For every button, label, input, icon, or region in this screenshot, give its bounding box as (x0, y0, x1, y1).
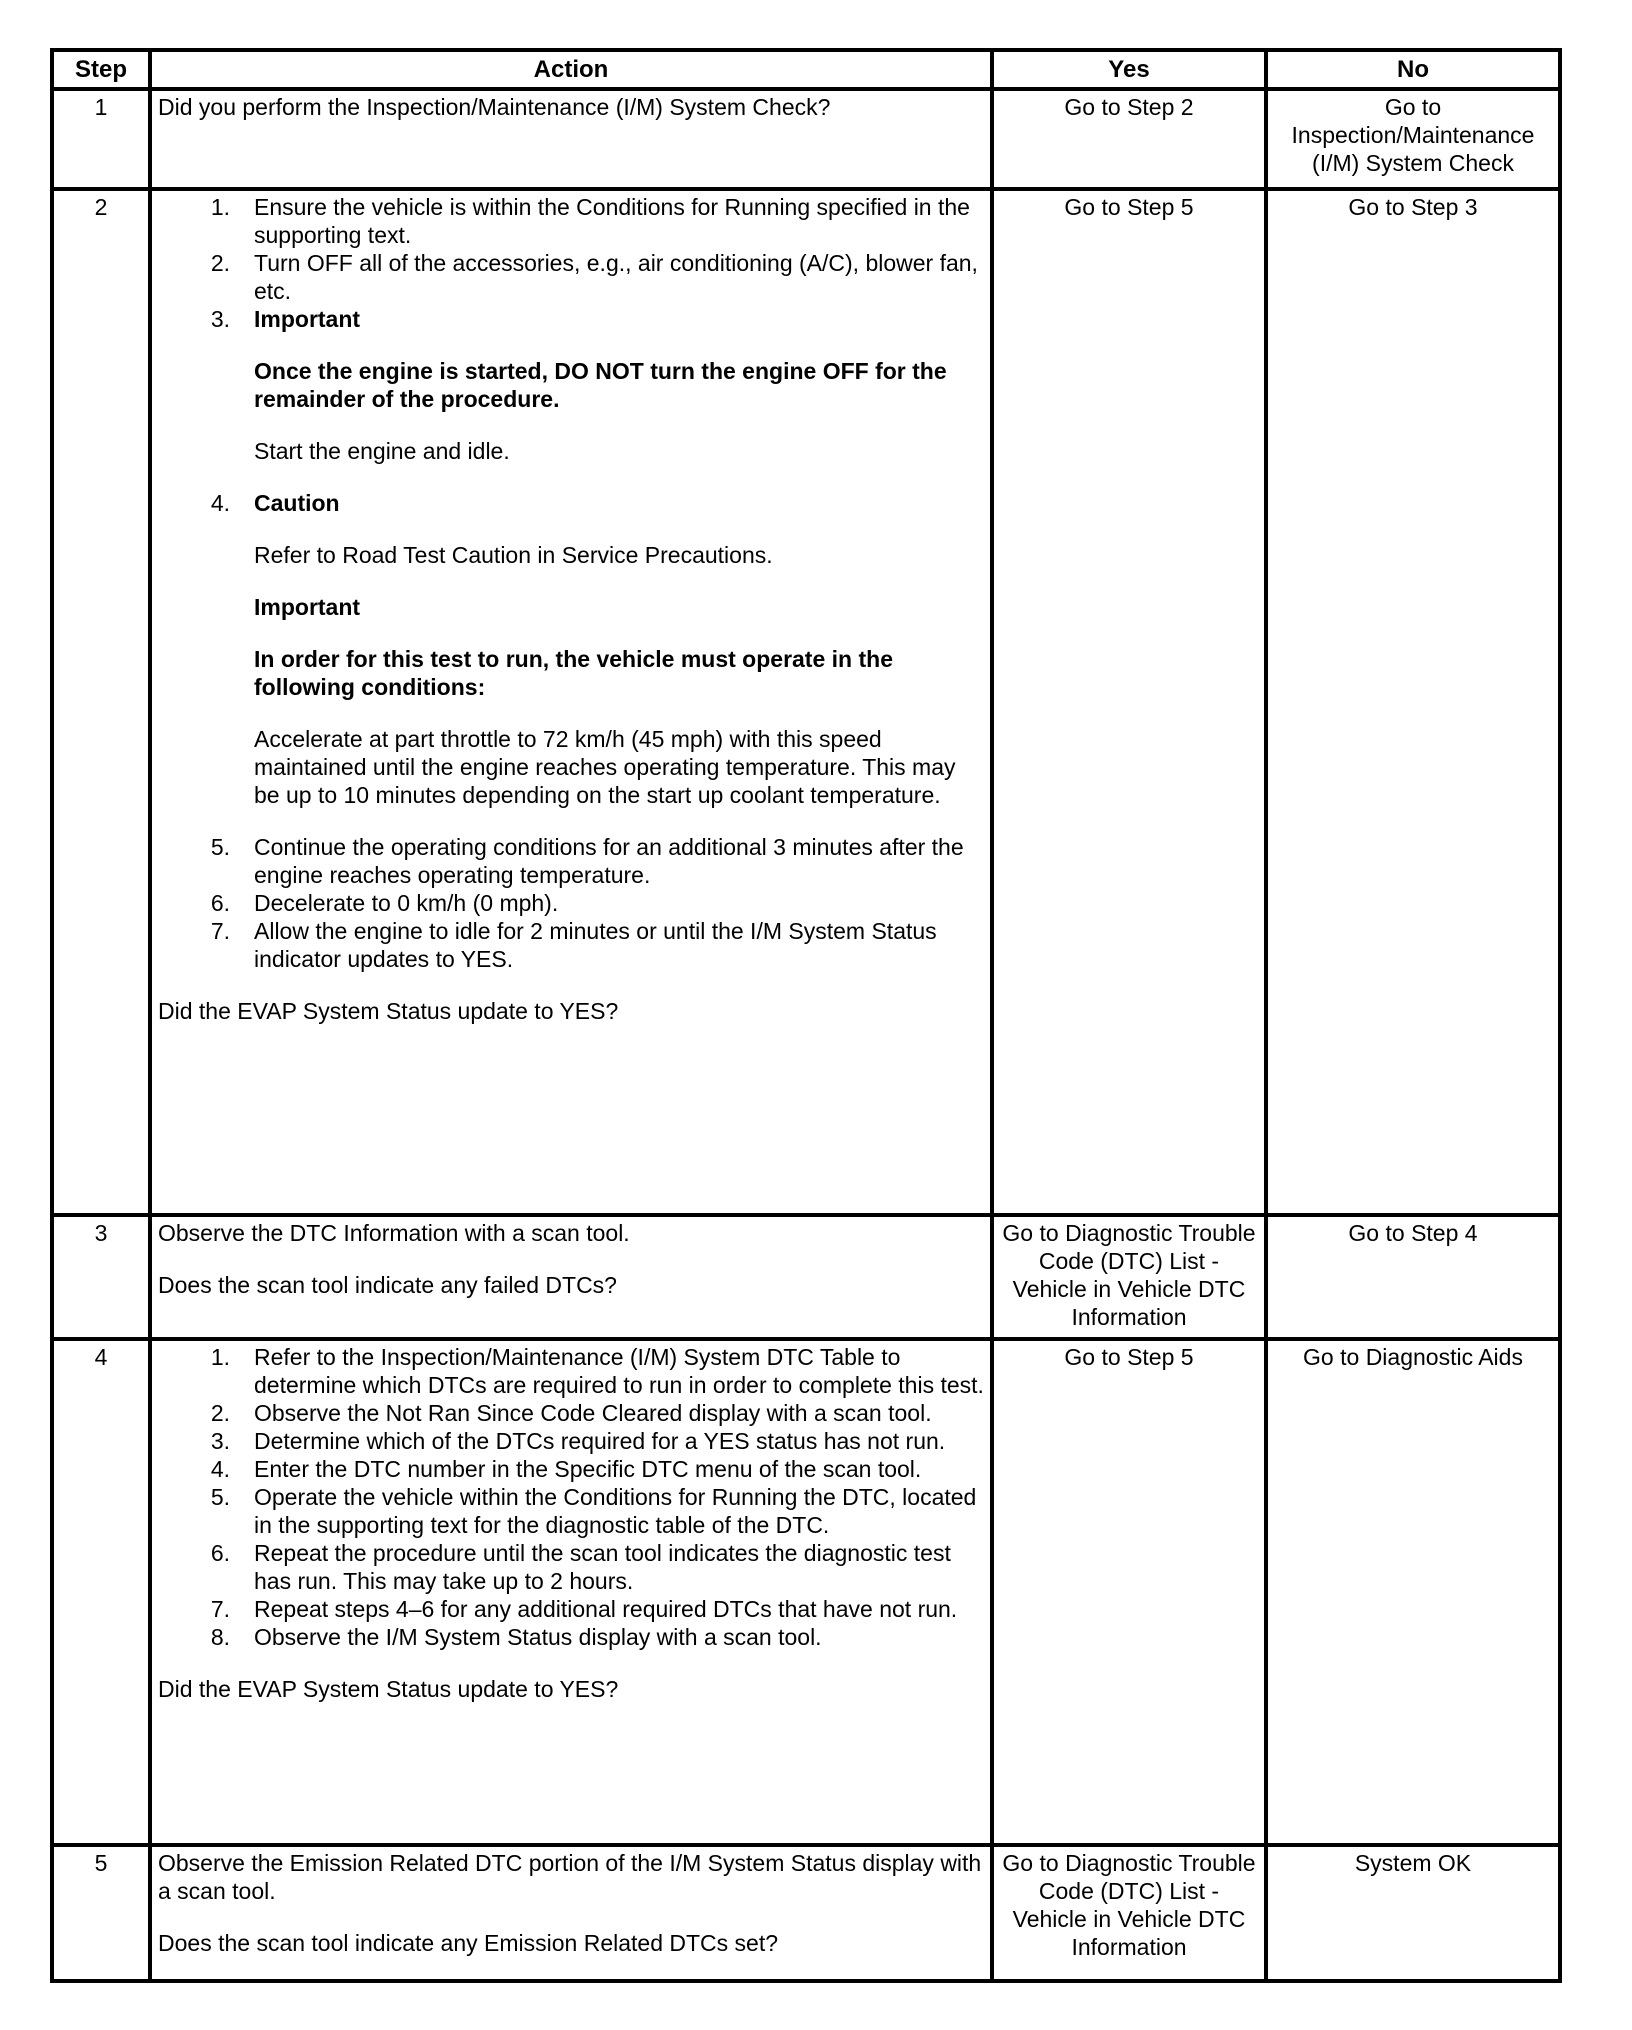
list-item (158, 917, 984, 973)
item-number: 2. (210, 1400, 230, 1426)
question-text: Does the scan tool indicate any Emission Related DTCs set? (158, 1930, 779, 1956)
question-text: Does the scan tool indicate any failed DTCs? (158, 1272, 617, 1298)
important-text: Once the engine is started, DO NOT turn the engine OFF for the remainder of the procedure. (254, 358, 947, 412)
item-text: Allow the engine to idle for 2 minutes or until the I/M System Status indicator updates to YES. (254, 918, 937, 972)
item-number: 3. (210, 1428, 230, 1454)
item-text: Start the engine and idle. (254, 438, 510, 464)
list-item (158, 305, 984, 489)
table-row (52, 1215, 1560, 1339)
action-cell (150, 89, 992, 189)
item-text: Decelerate to 0 km/h (0 mph). (254, 890, 559, 916)
table-row (52, 89, 1560, 189)
item-text: Operate the vehicle within the Conditions for Running the DTC, located in the supporting text for the diagnostic table of the DTC. (254, 1484, 977, 1538)
step-number: 2 (52, 189, 150, 1215)
procedure-list (158, 193, 984, 973)
diagnostic-table (50, 48, 1562, 1983)
item-text: Repeat the procedure until the scan tool indicates the diagnostic test has run. This may take up to 2 hours. (254, 1540, 951, 1594)
question-text: Did the EVAP System Status update to YES? (158, 998, 619, 1024)
list-item (158, 1623, 984, 1651)
table-row (52, 1845, 1560, 1981)
list-item (158, 193, 984, 249)
action-cell (150, 1845, 992, 1981)
item-number: 1. (210, 1344, 230, 1370)
procedure-list (158, 1343, 984, 1651)
item-number: 4. (210, 490, 230, 516)
item-number: 6. (210, 890, 230, 916)
yes-cell: Go to Diagnostic Trouble Code (DTC) List - Vehicle in Vehicle DTC Information (992, 1215, 1266, 1339)
no-cell: System OK (1266, 1845, 1560, 1981)
item-number: 2. (210, 250, 230, 276)
item-text: Ensure the vehicle is within the Conditions for Running specified in the supporting text. (254, 194, 970, 248)
list-item (158, 1483, 984, 1539)
list-item (158, 489, 984, 833)
list-item (158, 1455, 984, 1483)
item-text: Determine which of the DTCs required for a YES status has not run. (254, 1428, 946, 1454)
header-row (52, 50, 1560, 89)
question-text: Did the EVAP System Status update to YES? (158, 1676, 619, 1702)
item-text: Accelerate at part throttle to 72 km/h (45 mph) with this speed maintained until the engine reaches operating temperature. This may be up to 10 minutes depending on the start up coolant temperature. (254, 726, 956, 808)
item-text: Enter the DTC number in the Specific DTC menu of the scan tool. (254, 1456, 922, 1482)
step-number: 1 (52, 89, 150, 189)
no-cell: Go to Step 4 (1266, 1215, 1560, 1339)
item-number: 5. (210, 1484, 230, 1510)
item-number: 4. (210, 1456, 230, 1482)
list-item (158, 833, 984, 889)
item-number: 7. (210, 1596, 230, 1622)
step-number: 3 (52, 1215, 150, 1339)
item-number: 3. (210, 306, 230, 332)
intro-text: Observe the Emission Related DTC portion of the I/M System Status display with a scan tool. (158, 1850, 982, 1904)
question-text: Did you perform the Inspection/Maintenance (I/M) System Check? (158, 94, 831, 120)
step-number: 4 (52, 1339, 150, 1845)
item-text: Observe the Not Ran Since Code Cleared display with a scan tool. (254, 1400, 932, 1426)
step-number: 5 (52, 1845, 150, 1981)
no-cell: Go to Inspection/Maintenance (I/M) System Check (1266, 89, 1560, 189)
yes-cell: Go to Diagnostic Trouble Code (DTC) List - Vehicle in Vehicle DTC Information (992, 1845, 1266, 1981)
list-item (158, 1427, 984, 1455)
item-text: Repeat steps 4–6 for any additional required DTCs that have not run. (254, 1596, 958, 1622)
table-row (52, 189, 1560, 1215)
action-cell (150, 189, 992, 1215)
header-action: Action (150, 50, 992, 89)
important-label: Important (254, 306, 361, 332)
list-item (158, 1343, 984, 1399)
list-item (158, 1399, 984, 1427)
important-label: Important (254, 594, 361, 620)
caution-label: Caution (254, 490, 340, 516)
no-cell: Go to Diagnostic Aids (1266, 1339, 1560, 1845)
intro-text: Observe the DTC Information with a scan tool. (158, 1220, 630, 1246)
yes-cell: Go to Step 5 (992, 1339, 1266, 1845)
caution-text: Refer to Road Test Caution in Service Precautions. (254, 542, 773, 568)
header-yes: Yes (992, 50, 1266, 89)
table-row (52, 1339, 1560, 1845)
item-number: 8. (210, 1624, 230, 1650)
header-step: Step (52, 50, 150, 89)
item-text: Refer to the Inspection/Maintenance (I/M) System DTC Table to determine which DTCs are required to run in order to complete this test. (254, 1344, 984, 1398)
item-number: 6. (210, 1540, 230, 1566)
action-cell (150, 1339, 992, 1845)
list-item (158, 889, 984, 917)
item-text: Continue the operating conditions for an additional 3 minutes after the engine reaches operating temperature. (254, 834, 964, 888)
yes-cell: Go to Step 2 (992, 89, 1266, 189)
list-item (158, 249, 984, 305)
list-item (158, 1595, 984, 1623)
list-item (158, 1539, 984, 1595)
no-cell: Go to Step 3 (1266, 189, 1560, 1215)
important-text: In order for this test to run, the vehicle must operate in the following conditions: (254, 646, 893, 700)
item-number: 7. (210, 918, 230, 944)
item-number: 1. (210, 194, 230, 220)
item-number: 5. (210, 834, 230, 860)
item-text: Turn OFF all of the accessories, e.g., air conditioning (A/C), blower fan, etc. (254, 250, 978, 304)
action-cell (150, 1215, 992, 1339)
yes-cell: Go to Step 5 (992, 189, 1266, 1215)
header-no: No (1266, 50, 1560, 89)
item-text: Observe the I/M System Status display with a scan tool. (254, 1624, 822, 1650)
